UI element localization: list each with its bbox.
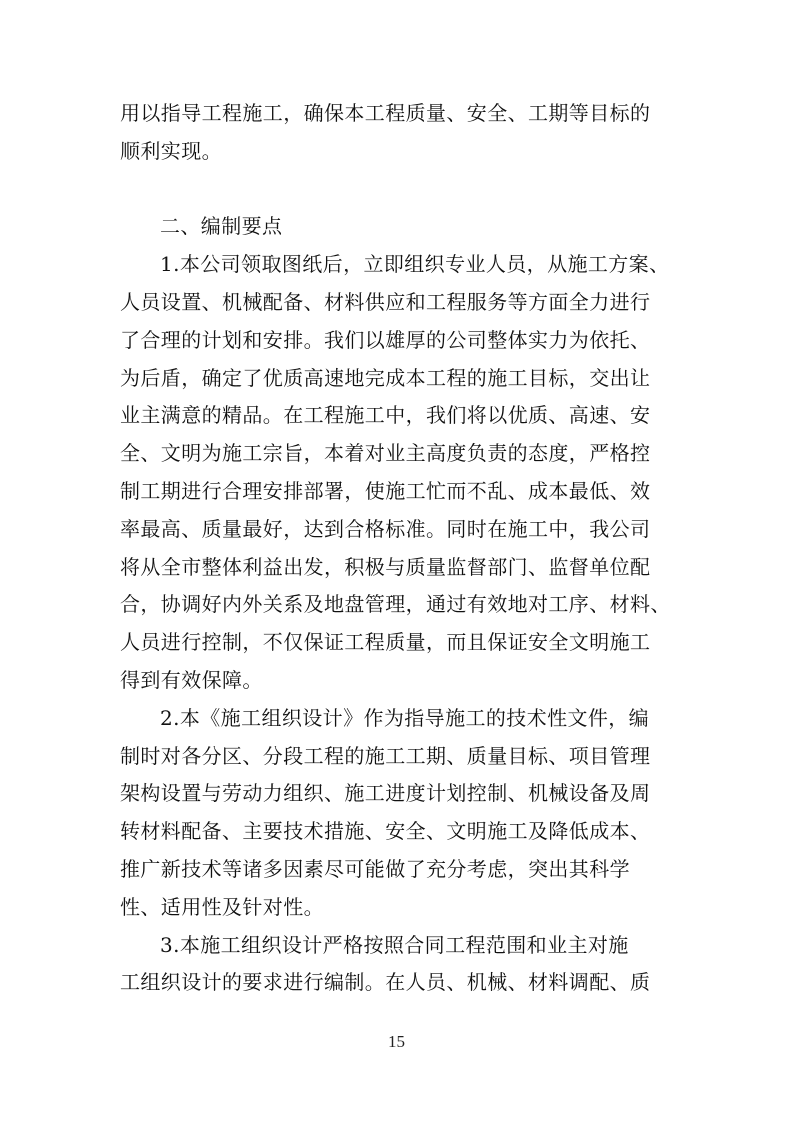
paragraph-1-line-6: 全、文明为施工宗旨，本着对业主高度负责的态度，严格控: [120, 441, 651, 466]
body-text: [120, 95, 676, 1002]
paragraph-2-line-2: 制时对各分区、分段工程的施工工期、质量目标、项目管理: [120, 743, 651, 768]
paragraph-1-line-1: 1.本公司领取图纸后，立即组织专业人员，从施工方案、: [160, 252, 670, 277]
paragraph-1-line-4: 为后盾，确定了优质高速地完成本工程的施工目标，交出让: [120, 365, 651, 390]
paragraph-1-line-9: 将从全市整体利益出发，积极与质量监督部门、监督单位配: [120, 554, 651, 579]
paragraph-2-line-6: 性、适用性及针对性。: [120, 894, 324, 919]
paragraph-1-line-8: 率最高、质量最好，达到合格标准。同时在施工中，我公司: [120, 516, 651, 541]
paragraph-2-line-1: 2.本《施工组织设计》作为指导施工的技术性文件，编: [160, 705, 650, 730]
paragraph-2-line-4: 转材料配备、主要技术措施、安全、文明施工及降低成本、: [120, 819, 651, 844]
paragraph-1-line-3: 了合理的计划和安排。我们以雄厚的公司整体实力为依托、: [120, 327, 651, 352]
continuation-line-2: 顺利实现。: [120, 138, 222, 163]
paragraph-1-line-2: 人员设置、机械配备、材料供应和工程服务等方面全力进行: [120, 289, 651, 314]
paragraph-3-line-1: 3.本施工组织设计严格按照合同工程范围和业主对施: [160, 932, 629, 957]
paragraph-1-line-5: 业主满意的精品。在工程施工中，我们将以优质、高速、安: [120, 403, 651, 428]
page-number: 15: [388, 1032, 405, 1051]
blank-line: [120, 171, 676, 209]
paragraph-1-line-10: 合，协调好内外关系及地盘管理，通过有效地对工序、材料、: [120, 592, 671, 617]
paragraph-2-line-5: 推广新技术等诸多因素尽可能做了充分考虑，突出其科学: [120, 856, 630, 881]
paragraph-1-line-12: 得到有效保障。: [120, 667, 263, 692]
section-heading: 二、编制要点: [160, 214, 283, 239]
paragraph-1-line-11: 人员进行控制，不仅保证工程质量，而且保证安全文明施工: [120, 630, 651, 655]
paragraph-2-line-3: 架构设置与劳动力组织、施工进度计划控制、机械设备及周: [120, 781, 651, 806]
paragraph-3-line-2: 工组织设计的要求进行编制。在人员、机械、材料调配、质: [120, 970, 651, 995]
paragraph-1-line-7: 制工期进行合理安排部署，使施工忙而不乱、成本最低、效: [120, 478, 651, 503]
continuation-line-1: 用以指导工程施工，确保本工程质量、安全、工期等目标的: [120, 101, 651, 125]
